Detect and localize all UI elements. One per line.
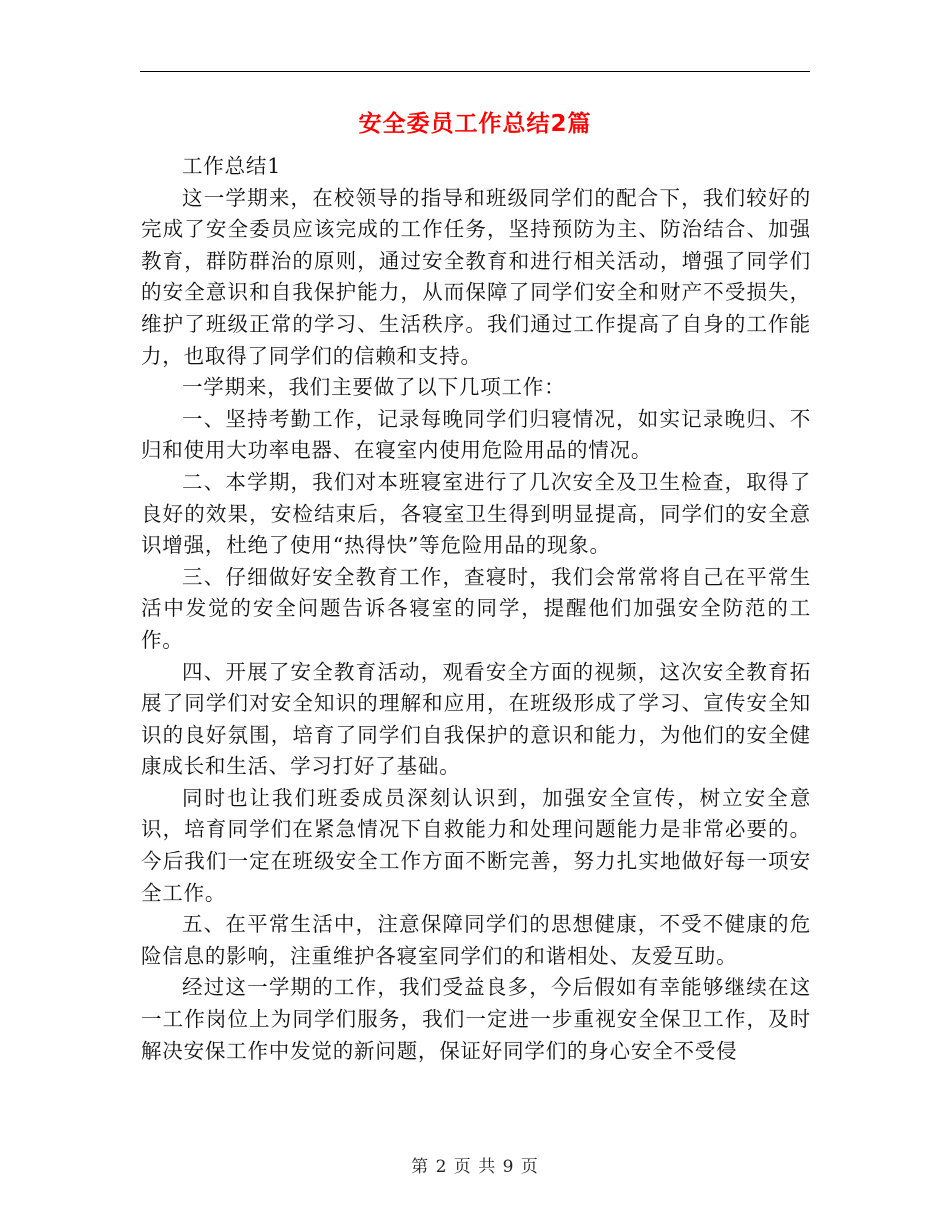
section-heading: 工作总结1 xyxy=(182,154,282,178)
paragraph: 三、仔细做好安全教育工作，查寝时，我们会常常将自己在平常生活中发觉的安全问题告诉各寝室的同学，提醒他们加强安全防范的工作。 xyxy=(141,564,811,652)
paragraph: 五、在平常生活中，注意保障同学们的思想健康，不受不健康的危险信息的影响，注重维护各寝室同学们的和谐相处、友爱互助。 xyxy=(141,912,811,968)
page-number: 第 2 页 共 9 页 xyxy=(411,1157,539,1177)
header-rule xyxy=(140,71,810,72)
paragraph: 一、坚持考勤工作，记录每晚同学们归寝情况，如实记录晚归、不归和使用大功率电器、在寝室内使用危险用品的情况。 xyxy=(141,406,811,463)
document-title: 安全委员工作总结2篇 xyxy=(358,111,592,137)
document-body xyxy=(141,151,811,1067)
paragraph: 二、本学期，我们对本班寝室进行了几次安全及卫生检查，取得了良好的效果，安检结束后，各寝室卫生得到明显提高，同学们的安全意识增强，杜绝了使用“热得快”等危险用品的现象。 xyxy=(141,469,811,558)
paragraph: 同时也让我们班委成员深刻认识到，加强安全宣传，树立安全意识，培育同学们在紧急情况下自救能力和处理问题能力是非常必要的。今后我们一定在班级安全工作方面不断完善，努力扎实地做好每一项安全工作。 xyxy=(141,785,811,905)
paragraph: 四、开展了安全教育活动，观看安全方面的视频，这次安全教育拓展了同学们对安全知识的理解和应用，在班级形成了学习、宣传安全知识的良好氛围，培育了同学们自我保护的意识和能力，为他们的安全健康成长和生活、学习打好了基础。 xyxy=(141,659,811,779)
paragraph: 一学期来，我们主要做了以下几项工作： xyxy=(182,375,566,400)
paragraph: 这一学期来，在校领导的指导和班级同学们的配合下，我们较好的完成了安全委员应该完成的工作任务，坚持预防为主、防治结合、加强教育，群防群治的原则，通过安全教育和进行相关活动，增强了同学们的安全意识和自我保护能力，从而保障了同学们安全和财产不受损失，维护了班级正常的学习、生活秩序。我们通过工作提高了自身的工作能力，也取得了同学们的信赖和支持。 xyxy=(141,185,811,368)
paragraph: 经过这一学期的工作，我们受益良多，今后假如有幸能够继续在这一工作岗位上为同学们服务，我们一定进一步重视安全保卫工作，及时解决安保工作中发觉的新问题，保证好同学们的身心安全不受侵 xyxy=(141,975,811,1063)
